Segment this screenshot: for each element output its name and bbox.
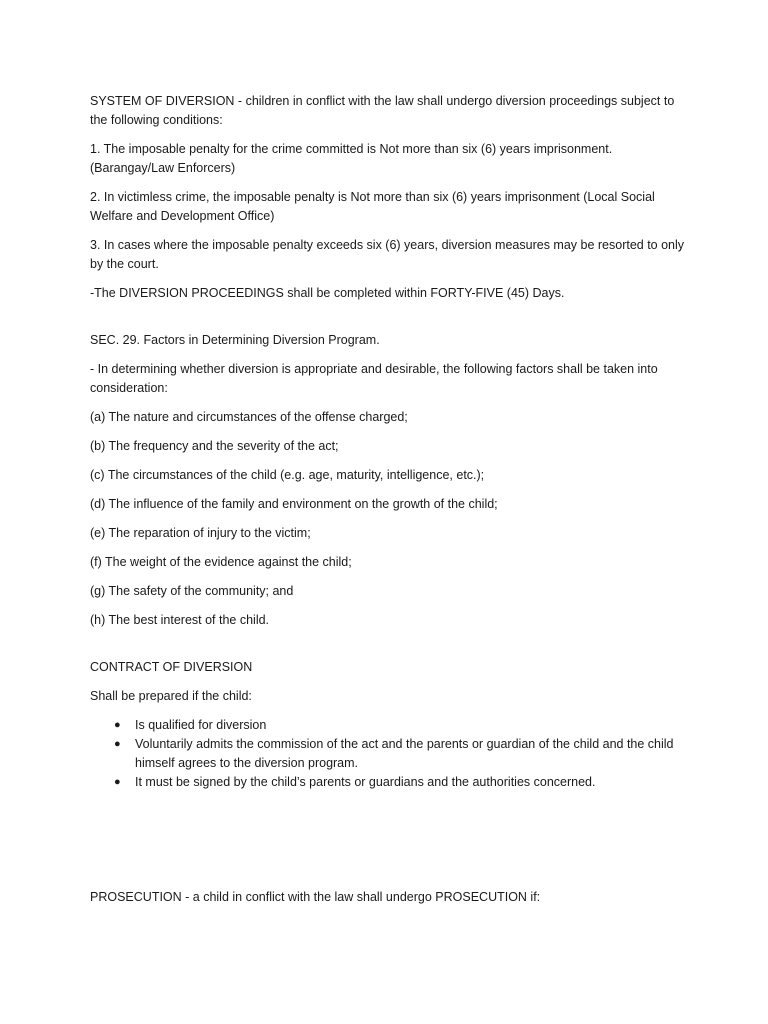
bullet-icon: ● [114, 776, 121, 788]
contract-intro: Shall be prepared if the child: [90, 689, 252, 703]
list-item [114, 716, 690, 735]
factor-d: (d) The influence of the family and environment on the growth of the child; [90, 497, 498, 511]
list-item-text: Is qualified for diversion [135, 718, 267, 732]
section-29-intro: - In determining whether diversion is appropriate and desirable, the following factors shall be taken into consideration: [90, 362, 658, 395]
factor-f: (f) The weight of the evidence against the child; [90, 555, 352, 569]
factor-h: (h) The best interest of the child. [90, 613, 270, 627]
factor-e: (e) The reparation of injury to the victim; [90, 526, 311, 540]
list-item [114, 735, 690, 773]
list-item-text: It must be signed by the child’s parents or guardians and the authorities concerned. [135, 775, 596, 789]
diversion-completion-note: -The DIVERSION PROCEEDINGS shall be completed within FORTY-FIVE (45) Days. [90, 286, 565, 300]
list-item-text: Voluntarily admits the commission of the act and the parents or guardian of the child and the child himself agrees to the diversion program. [135, 737, 674, 770]
factor-b: (b) The frequency and the severity of the act; [90, 439, 339, 453]
diversion-condition-1: 1. The imposable penalty for the crime committed is Not more than six (6) years imprisonment. (Barangay/Law Enforcers) [90, 142, 613, 175]
factor-a: (a) The nature and circumstances of the offense charged; [90, 410, 408, 424]
list-item [114, 773, 690, 792]
bullet-icon: ● [114, 719, 121, 731]
factor-c: (c) The circumstances of the child (e.g. age, maturity, intelligence, etc.); [90, 468, 485, 482]
prosecution-heading: PROSECUTION - a child in conflict with the law shall undergo PROSECUTION if: [90, 890, 541, 904]
factor-g: (g) The safety of the community; and [90, 584, 294, 598]
diversion-heading: SYSTEM OF DIVERSION - children in conflict with the law shall undergo diversion proceedings subject to the following conditions: [90, 94, 675, 127]
document-page [90, 92, 690, 917]
diversion-condition-2: 2. In victimless crime, the imposable penalty is Not more than six (6) years imprisonment (Local Social Welfare and Development Office) [90, 190, 655, 223]
bullet-icon: ● [114, 738, 121, 750]
section-29-title: SEC. 29. Factors in Determining Diversion Program. [90, 333, 380, 347]
diversion-condition-3: 3. In cases where the imposable penalty exceeds six (6) years, diversion measures may be resorted to only by the court. [90, 238, 685, 271]
contract-conditions-list [90, 716, 690, 792]
contract-title: CONTRACT OF DIVERSION [90, 660, 253, 674]
